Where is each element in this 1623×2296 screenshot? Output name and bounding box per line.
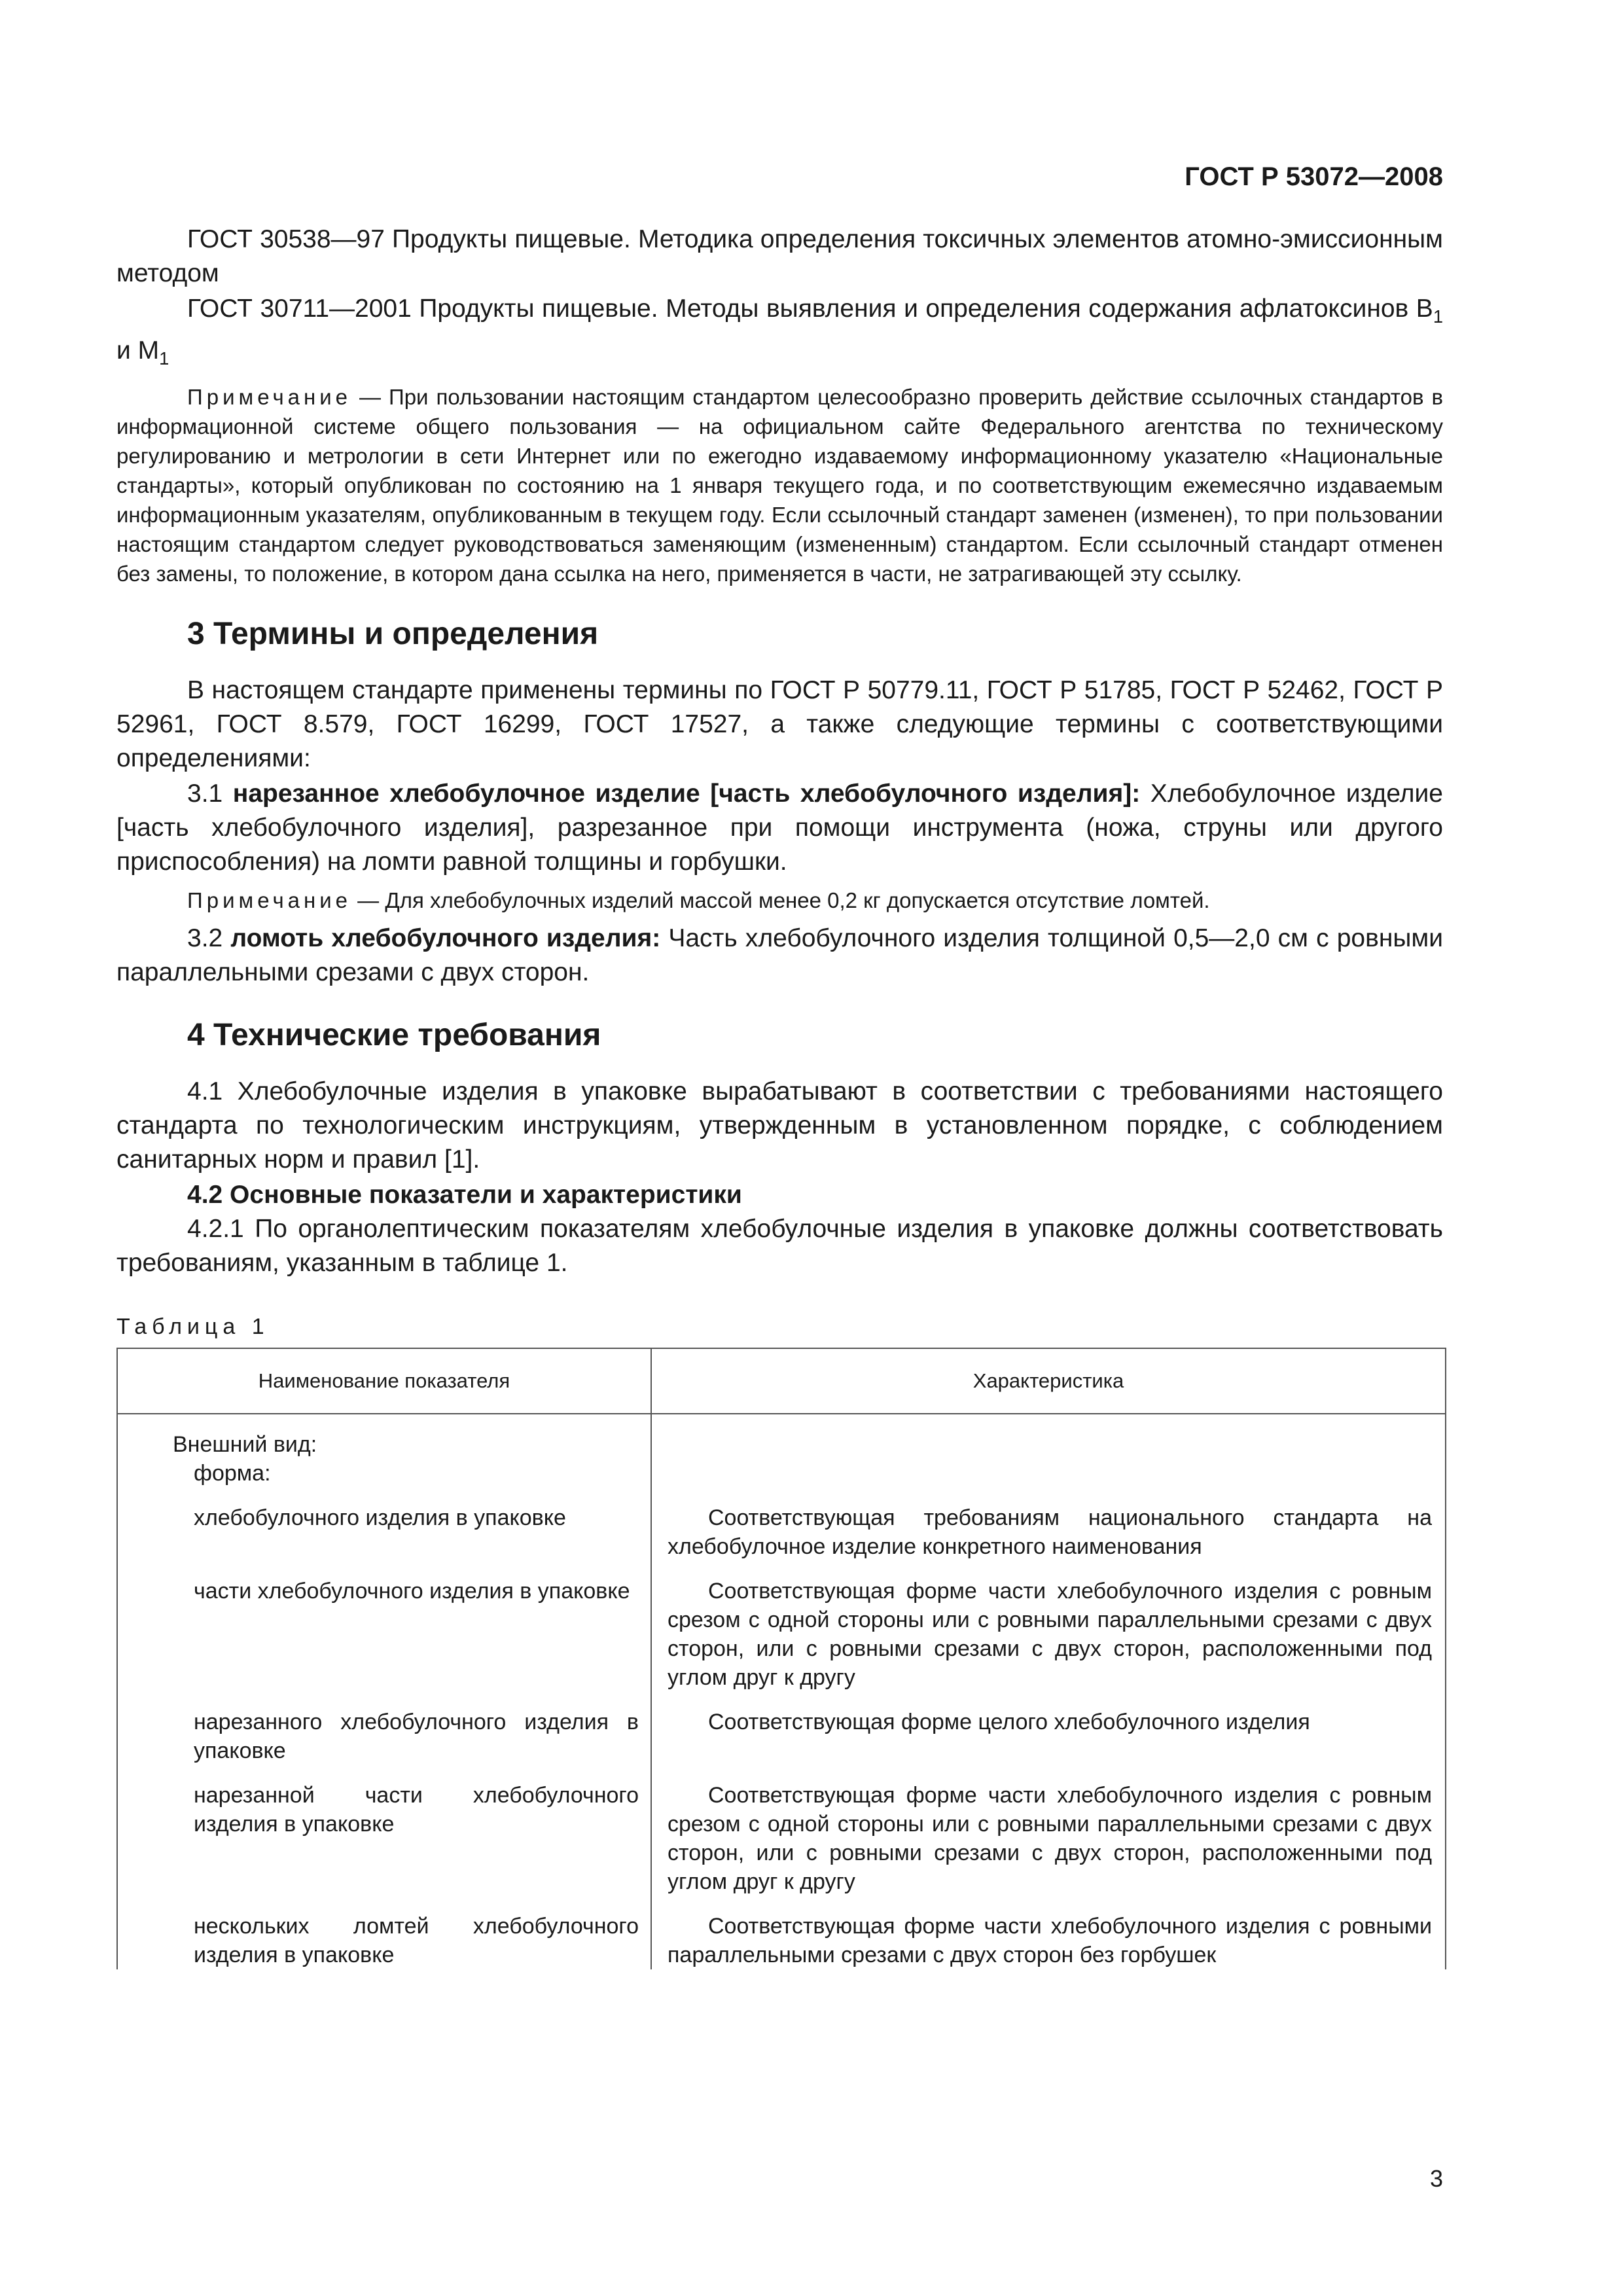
table-cell-value: Соответствующая форме части хлебобулочного изделия с ровным срезом с одной стороны или с ровными параллельными срезами с двух сторон, или с ровными срезами с двух сторон, расположенными под углом друг к другу [651,1781,1446,1896]
table-subgroup-label: форма: [117,1459,651,1488]
subsection-4-2-heading: 4.2 Основные показатели и характеристики [187,1180,742,1209]
table-cell-value: Соответствующая требованиям национального стандарта на хлебобулочное изделие конкретного наименования [651,1503,1446,1561]
paragraph-4-1: 4.1 Хлебобулочные изделия в упаковке вырабатывают в соответствии с требованиями настоящего стандарта по технологическим инструкциям, утвержденным в установленном порядке, с соблюдением санитарных норм и правил [1]. [116,1077,1443,1174]
table-cell-name: нарезанного хлебобулочного изделия в упаковке [117,1708,651,1765]
section-3-heading: 3 Термины и определения [187,616,599,651]
page-number: 3 [1429,2165,1443,2192]
page-content [116,223,1443,1969]
table-cell-value: Соответствующая форме части хлебобулочного изделия с ровным срезом с одной стороны или с ровными параллельными срезами с двух сторон, или с ровными срезами с двух сторон, расположенными под углом друг к другу [651,1577,1446,1692]
section-4-heading: 4 Технические требования [187,1017,601,1052]
table-row [117,1430,1446,1459]
note-slices [116,886,1443,915]
term-3-1-definition: Хлебобулочное изделие [часть хлебобулочного изделия], разрезанное при помощи инструмента (ножа, струны или другого приспособления) на ломти равной толщины и горбушки. [116,779,1443,876]
table-1 [116,1348,1446,1969]
table-row [117,1912,1446,1969]
document-code: ГОСТ Р 53072—2008 [1185,162,1443,191]
table-cell-name: нескольких ломтей хлебобулочного изделия в упаковке [117,1912,651,1969]
paragraph-4-2-1: 4.2.1 По органолептическим показателям хлебобулочные изделия в упаковке должны соответствовать требованиям, указанным в таблице 1. [116,1214,1443,1277]
term-3-2-name: ломоть хлебобулочного изделия: [230,924,661,952]
table-caption: Таблица 1 [116,1314,270,1339]
reference-gost-30711: ГОСТ 30711—2001 Продукты пищевые. Методы выявления и определения содержания афлатоксинов $В_1$ и $М_1$ [116,295,1443,368]
note-label: Примечание [187,888,352,912]
note-text: — При пользовании настоящим стандартом целесообразно проверить действие ссылочных стандартов в информационной системе общего пользования — на официальном сайте Федерального агентства по техническому регулированию и метрологии в сети Интернет или по ежегодно издаваемому информационному указателю «Национальные стандарты», который опубликован по состоянию на 1 января текущего года, и по соответствующим ежемесячно издаваемым информационным указателям, опубликованным в текущем году. Если ссылочный стандарт заменен (изменен), то при пользовании настоящим стандартом следует руководствоваться заменяющим (измененным) стандартом. Если ссылочный стандарт отменен без замены, то положение, в котором дана ссылка на него, применяется в части, не затрагивающей эту ссылку. [116,384,1443,586]
table-row [117,1503,1446,1561]
section-3-intro: В настоящем стандарте применены термины по ГОСТ Р 50779.11, ГОСТ Р 51785, ГОСТ Р 52462, ГОСТ Р 52961, ГОСТ 8.579, ГОСТ 16299, ГОСТ 17527, а также следующие термины с соответствующими определениями: [116,675,1443,772]
table-cell-value: Соответствующая форме части хлебобулочного изделия с ровными параллельными срезами с двух сторон без горбушек [651,1912,1446,1969]
table-header-characteristic: Характеристика [651,1348,1446,1414]
term-3-1: 3.1 нарезанное хлебобулочное изделие [часть хлебобулочного изделия]: Хлебобулочное изделие [часть хлебобулочного изделия], разрезанное при помощи инструмента (ножа, струны или другого приспособления) на ломти равной толщины и горбушки. [116,779,1443,876]
table-cell-value: Соответствующая форме целого хлебобулочного изделия [651,1708,1446,1765]
table-cell-name: хлебобулочного изделия в упаковке [117,1503,651,1561]
table-header-indicator: Наименование показателя [117,1348,651,1414]
table-group-label: Внешний вид: [117,1430,651,1459]
table-header-row [117,1348,1446,1414]
note-text: — Для хлебобулочных изделий массой менее 0,2 кг допускается отсутствие ломтей. [351,888,1210,912]
note-references [116,382,1443,588]
table-row [117,1708,1446,1765]
term-3-2: 3.2 ломоть хлебобулочного изделия: Часть хлебобулочного изделия толщиной 0,5—2,0 см с ровными параллельными срезами с двух сторон. [116,924,1443,986]
reference-gost-30538: ГОСТ 30538—97 Продукты пищевые. Методика определения токсичных элементов атомно-эмиссионным методом [116,225,1443,287]
table-row [117,1459,1446,1488]
table-row [117,1577,1446,1692]
table-cell-name: части хлебобулочного изделия в упаковке [117,1577,651,1692]
term-3-1-name: нарезанное хлебобулочное изделие [часть хлебобулочного изделия]: [232,779,1141,808]
term-3-2-definition: Часть хлебобулочного изделия толщиной 0,5—2,0 см с ровными параллельными срезами с двух сторон. [116,924,1443,986]
table-cell-name: нарезанной части хлебобулочного изделия в упаковке [117,1781,651,1896]
table-row [117,1781,1446,1896]
note-label: Примечание [187,384,352,409]
